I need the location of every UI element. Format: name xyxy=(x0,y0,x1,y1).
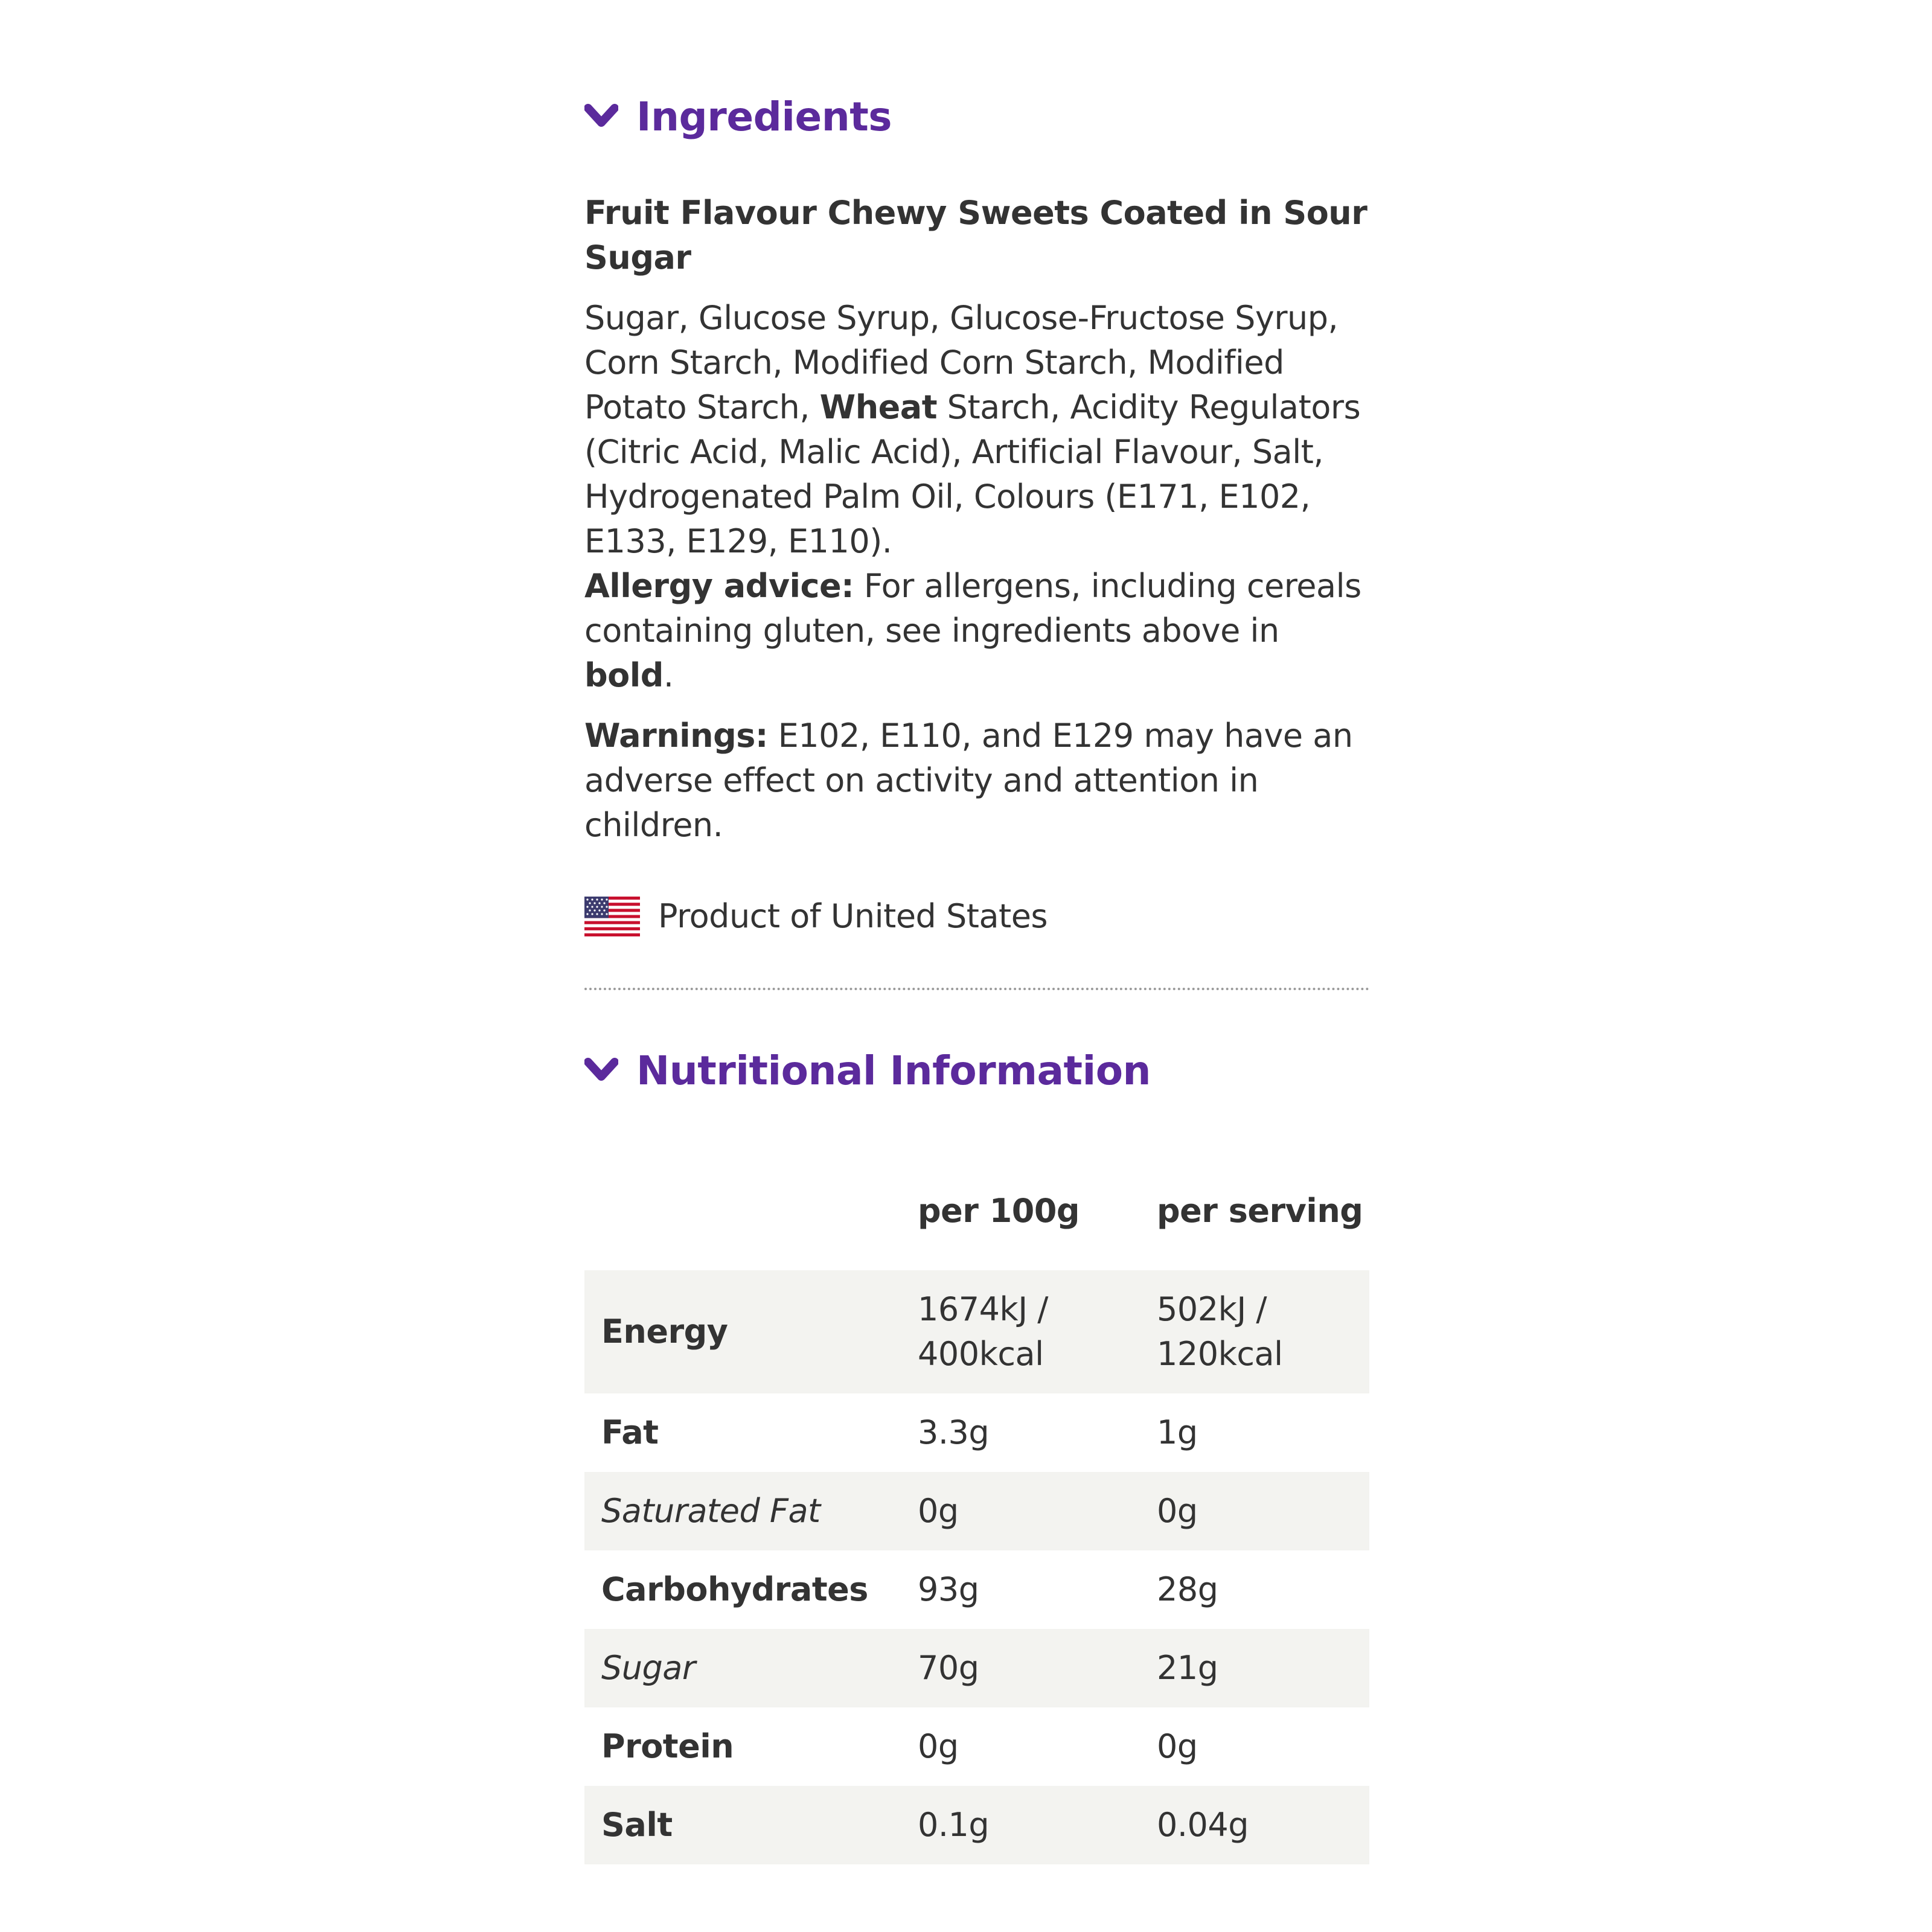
table-row xyxy=(584,1393,1369,1472)
allergy-end: . xyxy=(663,656,674,694)
nutrient-per-100g: 0.1g xyxy=(918,1786,1157,1864)
nutrient-per-100g: 0g xyxy=(918,1472,1157,1550)
product-details-column xyxy=(584,0,1369,1864)
allergy-bold-word: bold xyxy=(584,656,664,694)
product-name: Fruit Flavour Chewy Sweets Coated in Sour Sugar xyxy=(584,194,1367,277)
nutrient-per-serving: 1g xyxy=(1157,1413,1198,1451)
table-row xyxy=(584,1629,1369,1707)
nutrient-per-100g: 70g xyxy=(918,1629,1157,1707)
nutrient-per-serving: 28g xyxy=(1157,1570,1218,1608)
allergy-text: For allergens, including cereals containing gluten, see ingredients above in xyxy=(584,567,1361,650)
nutrient-per-serving: 0g xyxy=(1157,1472,1369,1550)
nutrient-name: Sugar xyxy=(584,1629,918,1707)
nutrient-per-serving: 502kJ / 120kcal xyxy=(1157,1270,1369,1393)
nutrition-table xyxy=(584,1152,1369,1864)
table-row xyxy=(584,1472,1369,1550)
allergy-label: Allergy advice: xyxy=(584,567,854,605)
ingredients-toggle[interactable] xyxy=(584,89,1369,144)
warnings-label: Warnings: xyxy=(584,717,768,755)
nutrient-name: Carbohydrates xyxy=(601,1570,868,1608)
us-flag-icon xyxy=(584,897,640,936)
nutrition-heading[interactable]: Nutritional Information xyxy=(636,1047,1151,1094)
nutrient-per-100g: 0g xyxy=(918,1727,959,1765)
nutrient-per-serving: 0g xyxy=(1157,1727,1198,1765)
table-row xyxy=(584,1707,1369,1786)
table-row xyxy=(584,1270,1369,1393)
table-row xyxy=(584,1550,1369,1629)
ingredients-text: Sugar, Glucose Syrup, Glucose-Fructose Syrup, Corn Starch, Modified Corn Starch, Modified Potato Starch, xyxy=(584,299,1339,426)
ingredients-list xyxy=(584,296,1369,564)
nutrient-name: Energy xyxy=(584,1270,918,1393)
warnings xyxy=(584,714,1369,848)
column-header xyxy=(584,1152,918,1270)
nutrient-per-serving: 0.04g xyxy=(1157,1786,1369,1864)
column-header-per-100g: per 100g xyxy=(918,1192,1080,1230)
allergy-advice xyxy=(584,564,1369,698)
ingredients-heading[interactable]: Ingredients xyxy=(636,93,892,140)
column-header-per-serving: per serving xyxy=(1157,1192,1363,1230)
nutrition-header-row xyxy=(584,1152,1369,1270)
allergen-wheat: Wheat xyxy=(819,388,938,426)
nutrient-name: Protein xyxy=(601,1727,734,1765)
warnings-text: E102, E110, and E129 may have an adverse effect on activity and attention in children. xyxy=(584,717,1353,844)
chevron-down-icon xyxy=(584,103,618,130)
table-row xyxy=(584,1786,1369,1864)
nutrient-per-serving: 21g xyxy=(1157,1629,1369,1707)
nutrient-name: Fat xyxy=(601,1413,659,1451)
nutrient-name: Salt xyxy=(584,1786,918,1864)
chevron-down-icon xyxy=(584,1057,618,1084)
country-of-origin xyxy=(584,892,1369,941)
section-divider xyxy=(584,988,1369,990)
origin-text: Product of United States xyxy=(658,897,1048,935)
nutrient-per-100g: 3.3g xyxy=(918,1413,990,1451)
nutrient-name: Saturated Fat xyxy=(584,1472,918,1550)
nutrient-per-100g: 93g xyxy=(918,1570,979,1608)
ingredients-text: Starch, Acidity Regulators (Citric Acid, Malic Acid), Artificial Flavour, Salt, Hydrogenated Palm Oil, Colours (E171, E102, E133, E129, E110). xyxy=(584,388,1361,560)
nutrition-toggle[interactable] xyxy=(584,1043,1369,1098)
nutrient-per-100g: 1674kJ / 400kcal xyxy=(918,1270,1157,1393)
